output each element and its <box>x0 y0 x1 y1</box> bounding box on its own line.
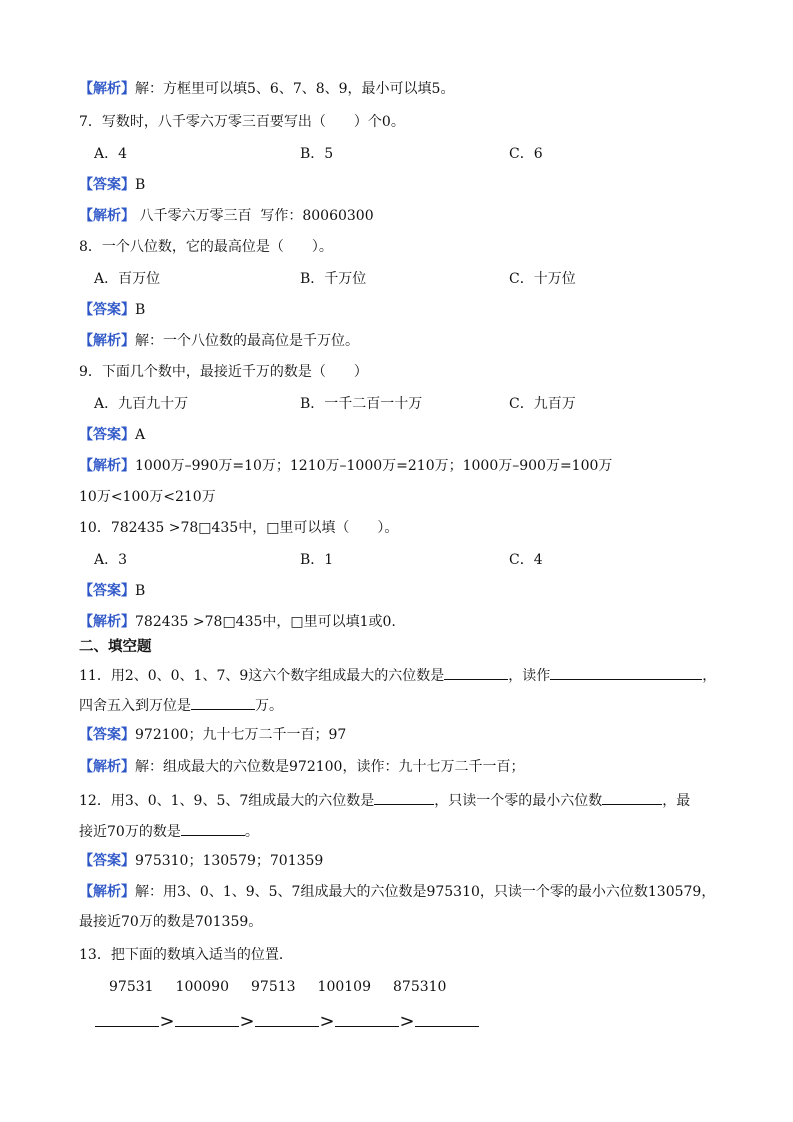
q11-blank-2[interactable] <box>550 664 702 680</box>
greater-than-sign: > <box>399 1011 415 1032</box>
q10-answer <box>79 581 145 601</box>
q12-stem-text-a: 12．用3、0、1、9、5、7组成最大的六位数是 <box>79 793 375 809</box>
q7-answer <box>79 175 145 195</box>
q12-blank-2[interactable] <box>602 789 662 805</box>
q11-analysis <box>79 757 524 777</box>
q12-stem <box>79 789 690 811</box>
q12-stem-text-c: ，最 <box>662 793 691 809</box>
q8-analysis-text: 解：一个八位数的最高位是千万位。 <box>135 333 359 349</box>
q8-analysis <box>79 331 359 351</box>
q12-answer <box>79 851 323 871</box>
q7-stem-text-a: 7．写数时，八千零六万零三百要写出（ <box>79 114 326 130</box>
q12-answer-text: 975310；130579；701359 <box>135 853 324 869</box>
q8-stem: 8．一个八位数，它的最高位是（ ）。 <box>79 239 333 255</box>
section-title-fill-blank: 二、填空题 <box>79 638 152 655</box>
answer-tag: 【答案】 <box>79 583 135 599</box>
q7-stem-text-b: ）个0。 <box>353 114 405 130</box>
q10-analysis <box>79 612 396 632</box>
q11-stem <box>79 664 716 686</box>
q13-number: 875310 <box>393 979 447 995</box>
answer-tag: 【答案】 <box>79 302 135 318</box>
q13-number: 100109 <box>317 979 371 995</box>
q7-analysis <box>79 206 374 226</box>
analysis-tag: 【解析】 <box>79 884 135 900</box>
q7-option-c[interactable]: C．6 <box>509 146 543 162</box>
q13-blank-4[interactable] <box>335 1010 399 1027</box>
q11-answer-text: 972100；九十七万二千一百；97 <box>135 727 347 743</box>
q9-option-a[interactable]: A．九百九十万 <box>94 396 189 412</box>
q12-blank-3[interactable] <box>181 820 245 836</box>
q13-number: 100090 <box>175 979 229 995</box>
q9-answer-text: A <box>135 427 146 443</box>
q8-option-a[interactable]: A．百万位 <box>94 271 161 287</box>
answer-tag: 【答案】 <box>79 427 135 443</box>
q11-stem-text-a: 11．用2、0、0、1、7、9这六个数字组成最大的六位数是 <box>79 668 445 684</box>
greater-than-sign: > <box>239 1011 255 1032</box>
q13-ordering-row <box>95 1010 479 1032</box>
q13-number: 97531 <box>109 979 154 995</box>
q11-blank-3[interactable] <box>191 694 255 710</box>
analysis-tag: 【解析】 <box>79 333 135 349</box>
q8-option-b[interactable]: B．千万位 <box>300 271 367 287</box>
q10-stem: 10．782435 >78□435中，□里可以填（ ）。 <box>79 520 399 536</box>
q11-stem-text-b: ，读作 <box>508 668 551 684</box>
q12-blank-1[interactable] <box>374 789 434 805</box>
q12-stem-line2 <box>79 820 259 842</box>
q7-option-b[interactable]: B．5 <box>300 146 334 162</box>
q12-analysis <box>79 882 715 902</box>
q9-analysis <box>79 456 612 476</box>
q11-stem-text-c: ， <box>702 668 717 684</box>
analysis-tag: 【解析】 <box>79 458 135 474</box>
q10-answer-text: B <box>135 583 146 599</box>
q9-option-c[interactable]: C．九百万 <box>509 396 576 412</box>
q8-answer <box>79 300 145 320</box>
analysis-tag: 【解析】 <box>79 81 135 97</box>
answer-tag: 【答案】 <box>79 727 135 743</box>
q9-analysis-line2: 10万<100万<210万 <box>79 489 216 505</box>
answer-tag: 【答案】 <box>79 853 135 869</box>
q8-answer-text: B <box>135 302 146 318</box>
q9-answer <box>79 425 145 445</box>
q8-option-c[interactable]: C．十万位 <box>509 271 576 287</box>
q12-analysis-text: 解：用3、0、1、9、5、7组成最大的六位数是975310，只读一个零的最小六位数130579， <box>135 884 716 900</box>
greater-than-sign: > <box>319 1011 335 1032</box>
q11-blank-1[interactable] <box>444 664 508 680</box>
q11-analysis-text: 解：组成最大的六位数是972100，读作：九十七万二千一百； <box>135 759 525 775</box>
q10-analysis-text: 782435 >78□435中，□里可以填1或0. <box>135 614 396 630</box>
q10-option-b[interactable]: B．1 <box>300 552 334 568</box>
q13-blank-1[interactable] <box>95 1010 159 1027</box>
analysis-tag: 【解析】 <box>79 208 135 224</box>
q9-analysis-text: 1000万–990万=10万；1210万–1000万=210万；1000万–900万=100万 <box>135 458 613 474</box>
q11-stem-text-e: 万。 <box>255 698 283 714</box>
q6-analysis-text: 解：方框里可以填5、6、7、8、9，最小可以填5。 <box>135 81 455 97</box>
analysis-tag: 【解析】 <box>79 759 135 775</box>
q13-number: 97513 <box>251 979 296 995</box>
q12-stem-text-b: ，只读一个零的最小六位数 <box>434 793 603 809</box>
q12-analysis-line2: 最接近70万的数是701359。 <box>79 914 263 930</box>
q13-stem: 13．把下面的数填入适当的位置． <box>79 947 293 963</box>
q11-stem-text-d: 四舍五入到万位是 <box>79 698 191 714</box>
q9-option-b[interactable]: B．一千二百一十万 <box>300 396 423 412</box>
q11-stem-line2 <box>79 694 283 716</box>
q13-number-list <box>109 977 468 997</box>
q7-stem <box>79 112 405 132</box>
q13-blank-2[interactable] <box>175 1010 239 1027</box>
q12-stem-text-d: 接近70万的数是 <box>79 824 181 840</box>
q11-answer <box>79 725 346 745</box>
q10-option-a[interactable]: A．3 <box>94 552 128 568</box>
greater-than-sign: > <box>159 1011 175 1032</box>
q7-analysis-text: 八千零六万零三百 写作：80060300 <box>135 208 374 224</box>
analysis-tag: 【解析】 <box>79 614 135 630</box>
q7-option-a[interactable]: A．4 <box>94 146 128 162</box>
q7-answer-text: B <box>135 177 146 193</box>
q13-blank-5[interactable] <box>415 1010 479 1027</box>
q13-blank-3[interactable] <box>255 1010 319 1027</box>
q12-stem-text-e: 。 <box>244 824 259 840</box>
q10-option-c[interactable]: C．4 <box>509 552 543 568</box>
q9-stem: 9．下面几个数中，最接近千万的数是（ ） <box>79 364 368 380</box>
q6-analysis <box>79 79 454 99</box>
answer-tag: 【答案】 <box>79 177 135 193</box>
